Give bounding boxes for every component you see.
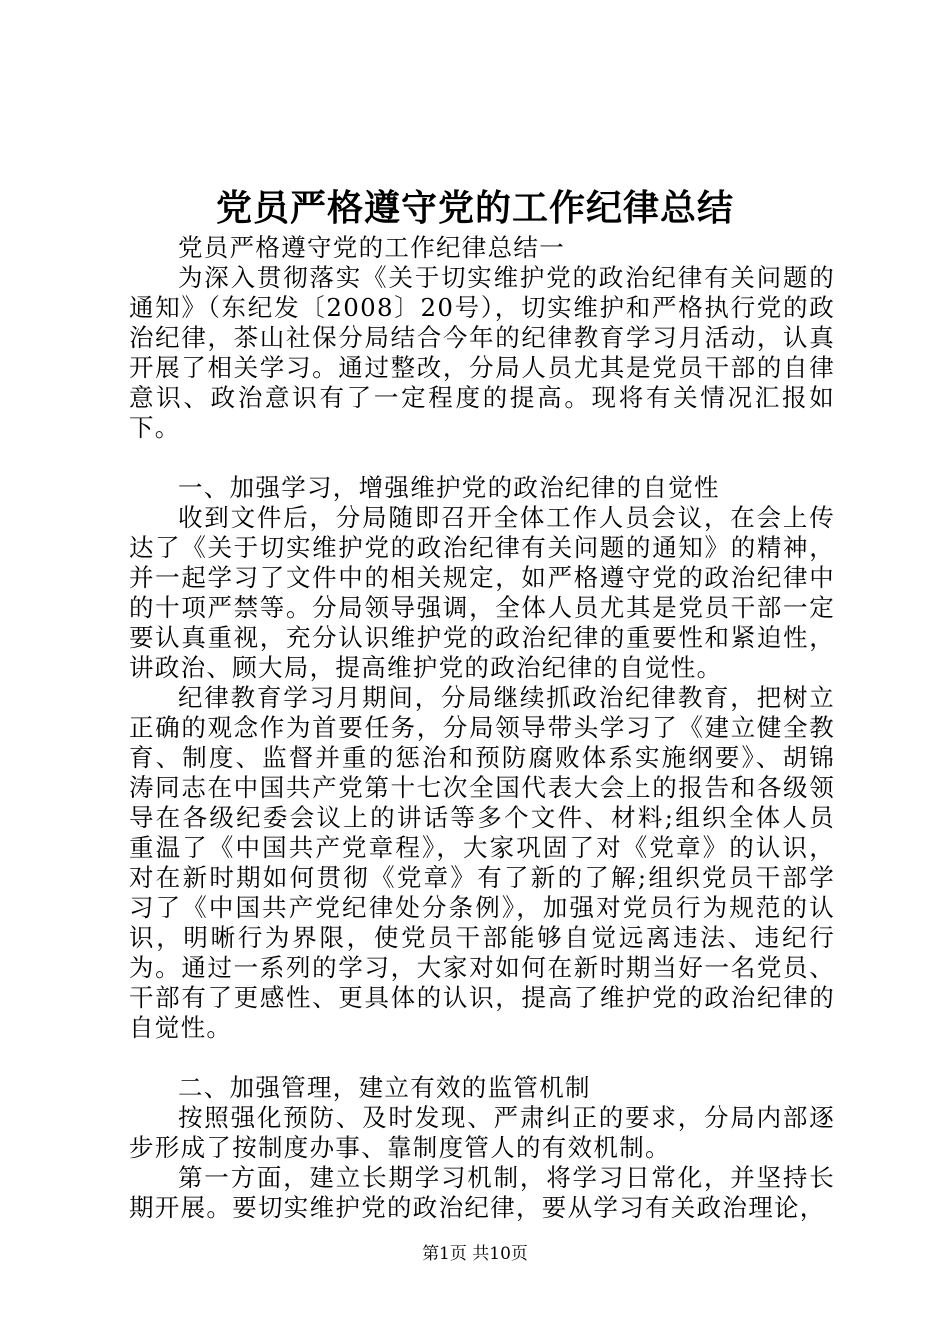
- section-2-paragraph-1: 按照强化预防、及时发现、严肃纠正的要求，分局内部逐步形成了按制度办事、靠制度管人的有效机制。: [129, 1103, 835, 1162]
- section-heading-1: 一、加强学习，增强维护党的政治纪律的自觉性: [178, 473, 720, 502]
- section-2-paragraph-2: 第一方面，建立长期学习机制，将学习日常化，并坚持长期开展。要切实维护党的政治纪律，要从学习有关政治理论，: [129, 1163, 835, 1222]
- page-number: 第1页 共10页: [422, 1244, 528, 1264]
- section-1-paragraph-1: 收到文件后，分局随即召开全体工作人员会议，在会上传达了《关于切实维护党的政治纪律有关问题的通知》的精神，并一起学习了文件中的相关规定，如严格遵守党的政治纪律中的十项严禁等。分局领导强调，全体人员尤其是党员干部一定要认真重视，充分认识维护党的政治纪律的重要性和紧迫性，讲政治、顾大局，提高维护党的政治纪律的自觉性。: [129, 503, 835, 682]
- document-title: 党员严格遵守党的工作纪律总结: [215, 187, 734, 229]
- document-subtitle: 党员严格遵守党的工作纪律总结一: [178, 233, 565, 262]
- document-body: [129, 233, 835, 1223]
- section-heading-2: 二、加强管理，建立有效的监管机制: [178, 1073, 591, 1102]
- paragraph-gap: [129, 1043, 835, 1073]
- paragraph-gap: [129, 443, 835, 473]
- section-1-paragraph-2: 纪律教育学习月期间，分局继续抓政治纪律教育，把树立正确的观念作为首要任务，分局领导带头学习了《建立健全教育、制度、监督并重的惩治和预防腐败体系实施纲要》、胡锦涛同志在中国共产党第十七次全国代表大会上的报告和各级领导在各级纪委会议上的讲话等多个文件、材料;组织全体人员重温了《中国共产党章程》，大家巩固了对《党章》的认识，对在新时期如何贯彻《党章》有了新的了解;组织党员干部学习了《中国共产党纪律处分条例》，加强对党员行为规范的认识，明晰行为界限，使党员干部能够自觉远离违法、违纪行为。通过一系列的学习，大家对如何在新时期当好一名党员、干部有了更感性、更具体的认识，提高了维护党的政治纪律的自觉性。: [129, 683, 835, 1042]
- intro-paragraph: 为深入贯彻落实《关于切实维护党的政治纪律有关问题的通知》（东纪发〔2008〕20号），切实维护和严格执行党的政治纪律，茶山社保分局结合今年的纪律教育学习月活动，认真开展了相关学习。通过整改，分局人员尤其是党员干部的自律意识、政治意识有了一定程度的提高。现将有关情况汇报如下。: [129, 263, 835, 442]
